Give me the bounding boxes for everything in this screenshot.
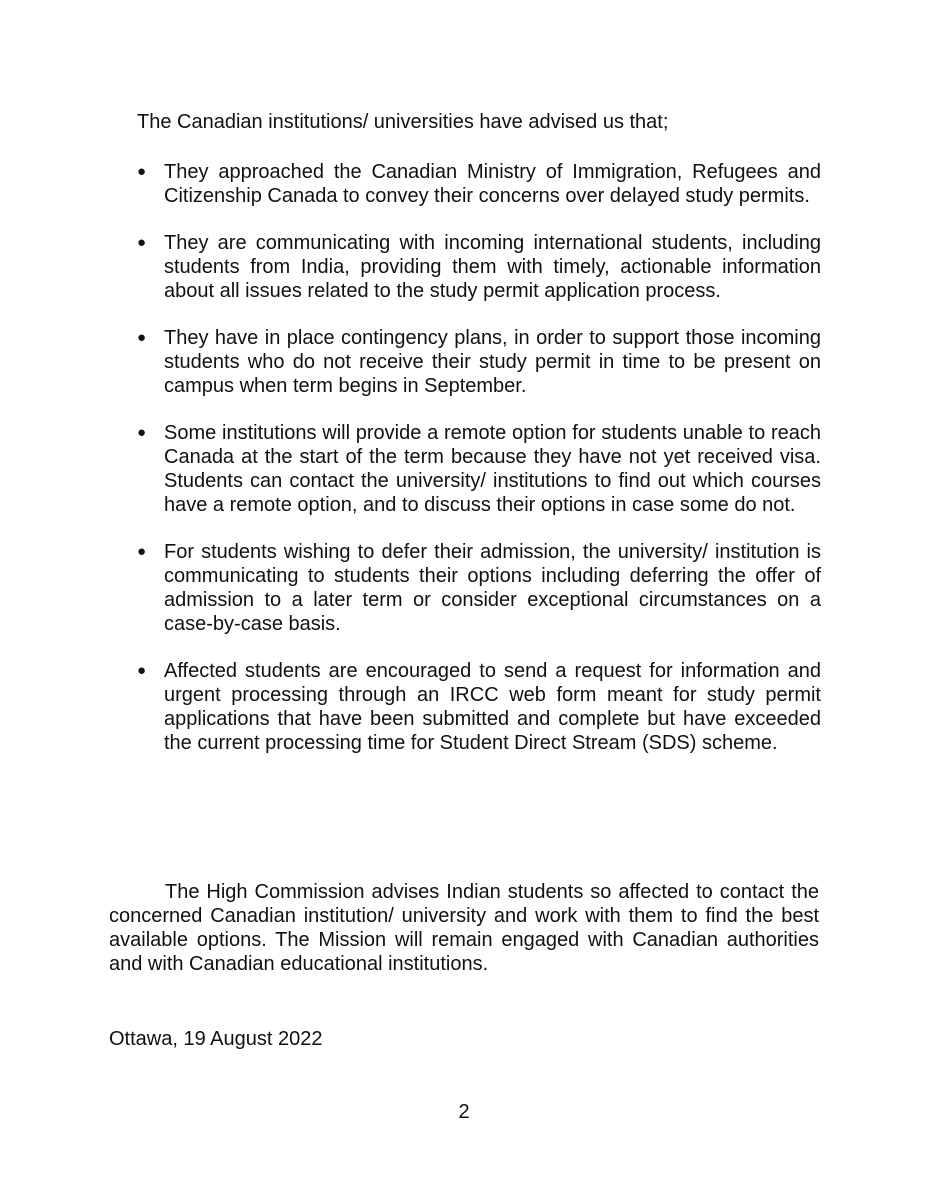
bullet-text: They are communicating with incoming international students, including students from India, providing them with timely, actionable information about all issues related to the study permit application process.	[164, 232, 821, 302]
bullet-icon: ●	[137, 163, 147, 180]
page-number: 2	[458, 1101, 470, 1123]
bullet-icon: ●	[137, 543, 147, 560]
bullet-icon: ●	[137, 234, 147, 251]
bullet-text: Affected students are encouraged to send a request for information and urgent processing through an IRCC web form meant for study permit applications that have been submitted and complete but have exceeded the current processing time for Student Direct Stream (SDS) scheme.	[164, 660, 821, 754]
bullet-text: They have in place contingency plans, in order to support those incoming students who do not receive their study permit in time to be present on campus when term begins in September.	[164, 327, 821, 397]
advice-bullet-list	[131, 160, 821, 778]
bullet-item	[131, 326, 821, 398]
bullet-text: For students wishing to defer their admission, the university/ institution is communicating to students their options including deferring the offer of admission to a later term or consider exceptional circumstances on a case-by-case basis.	[164, 541, 821, 635]
intro-paragraph: The Canadian institutions/ universities have advised us that;	[137, 111, 669, 133]
closing-paragraph: The High Commission advises Indian students so affected to contact the concerned Canadian institution/ university and work with them to find the best available options. The Mission will remain engaged with Canadian authorities and with Canadian educational institutions.	[109, 881, 819, 975]
dateline: Ottawa, 19 August 2022	[109, 1028, 323, 1050]
bullet-item	[131, 231, 821, 303]
bullet-item	[131, 540, 821, 636]
bullet-text: They approached the Canadian Ministry of Immigration, Refugees and Citizenship Canada to convey their concerns over delayed study permits.	[164, 161, 821, 207]
bullet-item	[131, 421, 821, 517]
bullet-item	[131, 160, 821, 208]
bullet-icon: ●	[137, 424, 147, 441]
bullet-text: Some institutions will provide a remote option for students unable to reach Canada at the start of the term because they have not yet received visa. Students can contact the university/ institutions to find out which courses have a remote option, and to discuss their options in case some do not.	[164, 422, 821, 516]
bullet-item	[131, 659, 821, 755]
bullet-icon: ●	[137, 662, 147, 679]
bullet-icon: ●	[137, 329, 147, 346]
